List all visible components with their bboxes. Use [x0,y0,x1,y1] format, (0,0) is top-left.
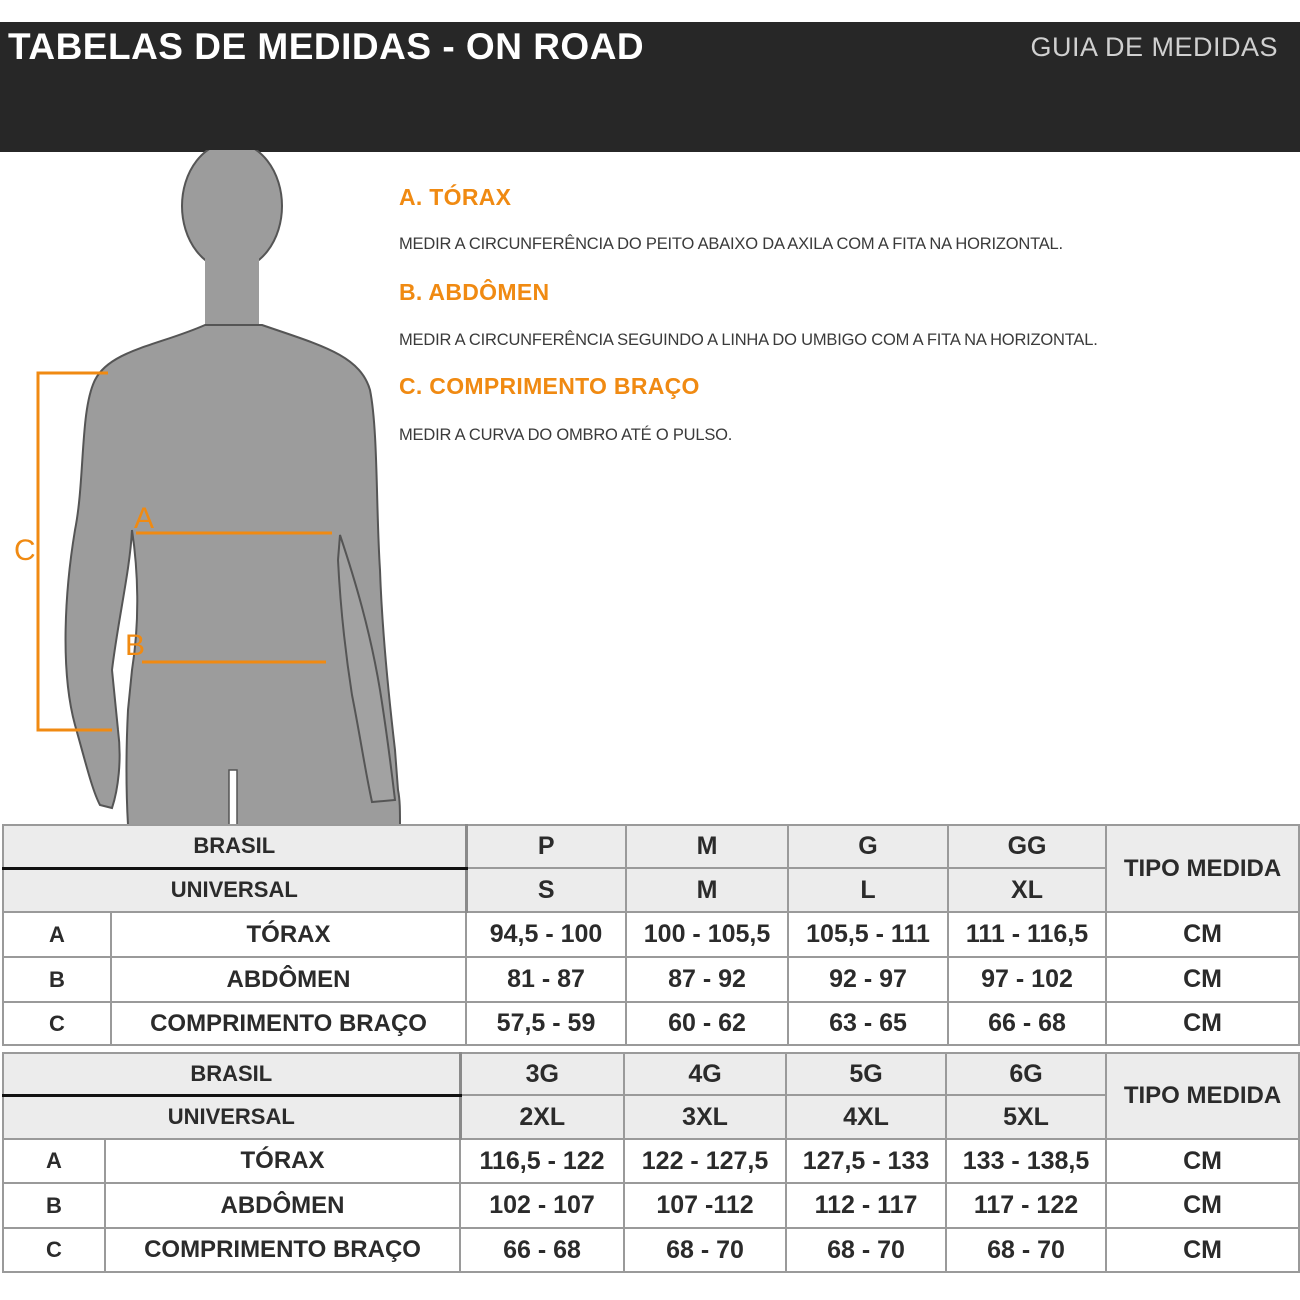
instruction-a-text: MEDIR A CIRCUNFERÊNCIA DO PEITO ABAIXO DA AXILA COM A FITA NA HORIZONTAL. [399,235,1063,253]
table-cell: 116,5 - 122 [460,1139,624,1183]
size-header: 5G [786,1053,946,1095]
brasil-label: BRASIL [3,825,466,868]
row-letter: B [3,1183,105,1228]
tipo-medida-header: TIPO MEDIDA [1106,1053,1299,1139]
instruction-c-title: C. COMPRIMENTO BRAÇO [399,373,700,399]
label-a: A [134,502,155,535]
table-cell: 117 - 122 [946,1183,1106,1228]
page-title: TABELAS DE MEDIDAS - ON ROAD [8,26,645,67]
row-unit: CM [1106,1228,1299,1272]
table-row [3,912,1299,957]
row-measure-name: COMPRIMENTO BRAÇO [111,1002,466,1045]
table-cell: 57,5 - 59 [466,1002,626,1045]
universal-label: UNIVERSAL [3,868,466,912]
instruction-b-title: B. ABDÔMEN [399,279,550,305]
table-cell: 92 - 97 [788,957,948,1002]
table-cell: 127,5 - 133 [786,1139,946,1183]
row-letter: B [3,957,111,1002]
size-header: 6G [946,1053,1106,1095]
size-header: GG [948,825,1106,868]
table-cell: 111 - 116,5 [948,912,1106,957]
size-header: 4XL [786,1095,946,1139]
table-cell: 100 - 105,5 [626,912,788,957]
leg-gap [229,770,237,825]
size-header: L [788,868,948,912]
table-cell: 81 - 87 [466,957,626,1002]
universal-label: UNIVERSAL [3,1095,460,1139]
instruction-a-title: A. TÓRAX [399,184,512,210]
page-subtitle: GUIA DE MEDIDAS [1030,32,1278,62]
table-cell: 97 - 102 [948,957,1106,1002]
table-cell: 107 -112 [624,1183,786,1228]
size-header: 3G [460,1053,624,1095]
table-cell: 63 - 65 [788,1002,948,1045]
size-header: G [788,825,948,868]
table-row [3,1183,1299,1228]
table-cell: 66 - 68 [948,1002,1106,1045]
row-unit: CM [1106,1002,1299,1045]
size-table-1 [2,824,1300,1046]
table-row [3,1228,1299,1272]
table-row-universal [3,1095,1299,1139]
label-b: B [125,629,146,662]
size-header: M [626,868,788,912]
instruction-b-text: MEDIR A CIRCUNFERÊNCIA SEGUINDO A LINHA DO UMBIGO COM A FITA NA HORIZONTAL. [399,331,1098,349]
size-header: P [466,825,626,868]
table-cell: 122 - 127,5 [624,1139,786,1183]
table-row [3,957,1299,1002]
size-header: M [626,825,788,868]
row-letter: C [3,1228,105,1272]
tipo-medida-header: TIPO MEDIDA [1106,825,1299,912]
label-c: C [14,534,36,567]
instruction-c-text: MEDIR A CURVA DO OMBRO ATÉ O PULSO. [399,426,733,444]
size-header: 4G [624,1053,786,1095]
table-row-universal [3,868,1299,912]
size-header: 3XL [624,1095,786,1139]
table-cell: 102 - 107 [460,1183,624,1228]
table-row [3,1002,1299,1045]
table-cell: 66 - 68 [460,1228,624,1272]
row-measure-name: ABDÔMEN [105,1183,460,1228]
table-cell: 68 - 70 [946,1228,1106,1272]
row-letter: C [3,1002,111,1045]
table-cell: 60 - 62 [626,1002,788,1045]
row-unit: CM [1106,1183,1299,1228]
size-header: 2XL [460,1095,624,1139]
table-cell: 68 - 70 [786,1228,946,1272]
row-measure-name: ABDÔMEN [111,957,466,1002]
table-cell: 112 - 117 [786,1183,946,1228]
row-letter: A [3,1139,105,1183]
size-header: XL [948,868,1106,912]
body-silhouette-figure [0,150,420,825]
row-measure-name: TÓRAX [111,912,466,957]
size-header: S [466,868,626,912]
row-unit: CM [1106,1139,1299,1183]
table-cell: 68 - 70 [624,1228,786,1272]
table-row-brasil [3,1053,1299,1095]
table-row [3,1139,1299,1183]
row-unit: CM [1106,912,1299,957]
size-table-2 [2,1052,1300,1273]
table-cell: 133 - 138,5 [946,1139,1106,1183]
row-letter: A [3,912,111,957]
table-cell: 94,5 - 100 [466,912,626,957]
table-row-brasil [3,825,1299,868]
header-bar [0,22,1300,152]
row-measure-name: COMPRIMENTO BRAÇO [105,1228,460,1272]
table-cell: 105,5 - 111 [788,912,948,957]
row-unit: CM [1106,957,1299,1002]
row-measure-name: TÓRAX [105,1139,460,1183]
brasil-label: BRASIL [3,1053,460,1095]
table-cell: 87 - 92 [626,957,788,1002]
body-silhouette [66,150,400,825]
size-header: 5XL [946,1095,1106,1139]
